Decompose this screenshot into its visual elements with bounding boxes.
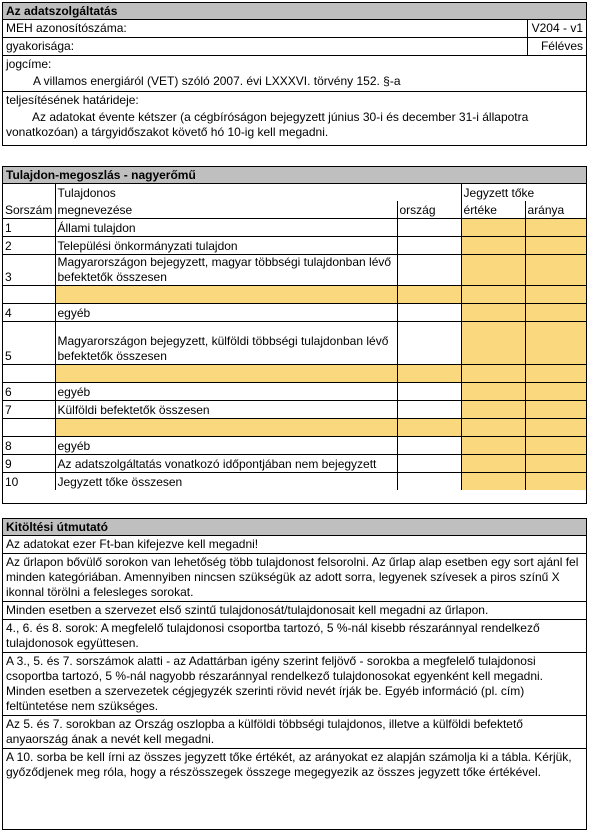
guide-item: Az adatokat ezer Ft-ban kifejezve kell megadni!	[3, 536, 586, 554]
serial-header: Sorszám	[3, 201, 55, 219]
ratio-cell[interactable]	[525, 437, 586, 455]
table-row	[3, 237, 586, 255]
value-cell[interactable]	[461, 255, 525, 286]
empty-cell	[3, 286, 55, 304]
deadline-row	[3, 92, 586, 142]
row-number: 7	[3, 401, 55, 419]
row-name: egyéb	[55, 437, 397, 455]
ratio-input[interactable]	[525, 419, 586, 437]
ratio-cell[interactable]	[525, 473, 586, 491]
country-cell[interactable]	[397, 304, 461, 322]
country-cell[interactable]	[397, 255, 461, 286]
meh-label: MEH azonosítószáma:	[6, 21, 127, 35]
value-cell[interactable]	[461, 304, 525, 322]
country-cell[interactable]	[397, 322, 461, 365]
country-input[interactable]	[397, 286, 461, 304]
ratio-cell[interactable]	[525, 455, 586, 473]
owner-name-input[interactable]	[55, 286, 397, 304]
value-input[interactable]	[461, 365, 525, 383]
ratio-header: aránya	[525, 201, 586, 219]
ownership-table	[3, 184, 586, 490]
value-input[interactable]	[461, 419, 525, 437]
value-header: értéke	[461, 201, 525, 219]
ratio-cell[interactable]	[525, 304, 586, 322]
row-name: egyéb	[55, 304, 397, 322]
country-cell[interactable]	[397, 383, 461, 401]
row-name: Magyarországon bejegyzett, külföldi többségi tulajdonban lévő befektetők összesen	[55, 322, 397, 365]
input-row	[3, 365, 586, 383]
row-number: 1	[3, 219, 55, 237]
table-row	[3, 455, 586, 473]
owner-name-input[interactable]	[55, 365, 397, 383]
capital-header: Jegyzett tőke	[461, 184, 586, 201]
ratio-input[interactable]	[525, 286, 586, 304]
table-row	[3, 473, 586, 491]
name-header: megnevezése	[55, 201, 397, 219]
table-row	[3, 304, 586, 322]
country-cell[interactable]	[397, 219, 461, 237]
frequency-row	[3, 38, 586, 56]
ratio-cell[interactable]	[525, 401, 586, 419]
meh-value: V204 - v1	[527, 20, 586, 37]
guide-title: Kitöltési útmutató	[3, 519, 586, 536]
provider-section	[2, 2, 587, 146]
value-cell[interactable]	[461, 455, 525, 473]
deadline-text: Az adatokat évente kétszer (a cégbíróságon bejegyzett június 30-i és december 31-i állapotra vonatkozóan) a tárgyidőszakot követő hó 10-ig kell megadni.	[6, 110, 529, 139]
row-name: egyéb	[55, 383, 397, 401]
ratio-input[interactable]	[525, 365, 586, 383]
ratio-cell[interactable]	[525, 322, 586, 365]
row-name: Jegyzett tőke összesen	[55, 473, 397, 491]
table-header-row-2	[3, 201, 586, 219]
legal-row	[3, 56, 586, 92]
country-header: ország	[397, 201, 461, 219]
legal-text: A villamos energiáról (VET) szóló 2007. évi LXXXVI. törvény 152. §-a	[33, 74, 401, 88]
owner-header: Tulajdonos	[55, 184, 461, 201]
deadline-label: teljesítésének határideje:	[6, 93, 139, 107]
ratio-cell[interactable]	[525, 255, 586, 286]
input-row	[3, 286, 586, 304]
meh-row	[3, 20, 586, 38]
table-row	[3, 437, 586, 455]
guide-item: Az 5. és 7. sorokban az Ország oszlopba a külföldi többségi tulajdonos, illetve a külföldi befektető anyaország ának a nevét kell megadni.	[3, 716, 586, 749]
value-cell[interactable]	[461, 401, 525, 419]
empty-cell	[3, 365, 55, 383]
value-cell[interactable]	[461, 383, 525, 401]
empty-cell	[3, 419, 55, 437]
provider-title: Az adatszolgáltatás	[3, 3, 586, 20]
row-number: 10	[3, 473, 55, 491]
value-cell[interactable]	[461, 322, 525, 365]
country-cell[interactable]	[397, 473, 461, 491]
frequency-value: Féléves	[527, 38, 586, 55]
row-number: 9	[3, 455, 55, 473]
row-name: Magyarországon bejegyzett, magyar többségi tulajdonban lévő befektetők összesen	[55, 255, 397, 286]
row-number: 2	[3, 237, 55, 255]
guide-item: 4., 6. és 8. sorok: A megfelelő tulajdonosi csoportba tartozó, 5 %-nál kisebb részaránnyal rendelkező tulajdonosok együttesen.	[3, 620, 586, 653]
ratio-cell[interactable]	[525, 383, 586, 401]
value-cell[interactable]	[461, 473, 525, 491]
value-cell[interactable]	[461, 219, 525, 237]
value-cell[interactable]	[461, 237, 525, 255]
table-row	[3, 219, 586, 237]
value-cell[interactable]	[461, 437, 525, 455]
guide-item: A 3., 5. és 7. sorszámok alatti - az Adattárban igény szerint feljövő - sorokba a megfelelő tulajdonosi csoportba tartozó, 5 %-nál nagyobb részaránnyal rendelkező tulajdonosokat egyenként kell megadni. Minden esetben a szervezetek cégjegyzék szerinti rövid nevét írják be. Egyéb információ (pl. cím) feltüntetése nem szükséges.	[3, 653, 586, 716]
table-row	[3, 255, 586, 286]
row-name: Állami tulajdon	[55, 219, 397, 237]
ownership-title: Tulajdon-megoszlás - nagyerőmű	[3, 167, 586, 184]
guide-item: Minden esetben a szervezet első szintű tulajdonosát/tulajdonosait kell megadni az űrlapon.	[3, 602, 586, 620]
country-cell[interactable]	[397, 237, 461, 255]
country-cell[interactable]	[397, 437, 461, 455]
legal-label: jogcíme:	[6, 57, 52, 71]
table-row	[3, 383, 586, 401]
ratio-cell[interactable]	[525, 237, 586, 255]
row-number: 5	[3, 322, 55, 365]
guide-section	[2, 518, 587, 830]
country-cell[interactable]	[397, 401, 461, 419]
country-cell[interactable]	[397, 455, 461, 473]
country-input[interactable]	[397, 365, 461, 383]
owner-name-input[interactable]	[55, 419, 397, 437]
table-row	[3, 401, 586, 419]
row-number: 6	[3, 383, 55, 401]
value-input[interactable]	[461, 286, 525, 304]
row-number: 8	[3, 437, 55, 455]
table-header-row-1	[3, 184, 586, 201]
ratio-cell[interactable]	[525, 219, 586, 237]
frequency-label: gyakorisága:	[6, 39, 75, 53]
row-name: Az adatszolgáltatás vonatkozó időpontjában nem bejegyzett	[55, 455, 397, 473]
row-number: 4	[3, 304, 55, 322]
row-name: Külföldi befektetők összesen	[55, 401, 397, 419]
row-number: 3	[3, 255, 55, 286]
ownership-section	[2, 166, 587, 504]
guide-item: Az űrlapon bővülő sorokon van lehetőség több tulajdonost felsorolni. Az űrlap alap esetben egy sort ajánl fel minden kategóriában. Amennyiben nincsen szükségük az adott sorra, legyenek szívesek a piros színű X ikonnal törölni a felesleges sorokat.	[3, 554, 586, 602]
guide-item: A 10. sorba be kell írni az összes jegyzett tőke értékét, az arányokat ez alapján számolja ki a tábla. Kérjük, győződjenek meg róla, hogy a részösszegek összege megegyezik az összes jegyzett tőke értékével.	[6, 750, 572, 779]
row-name: Települési önkormányzati tulajdon	[55, 237, 397, 255]
input-row	[3, 419, 586, 437]
table-row	[3, 322, 586, 365]
country-input[interactable]	[397, 419, 461, 437]
